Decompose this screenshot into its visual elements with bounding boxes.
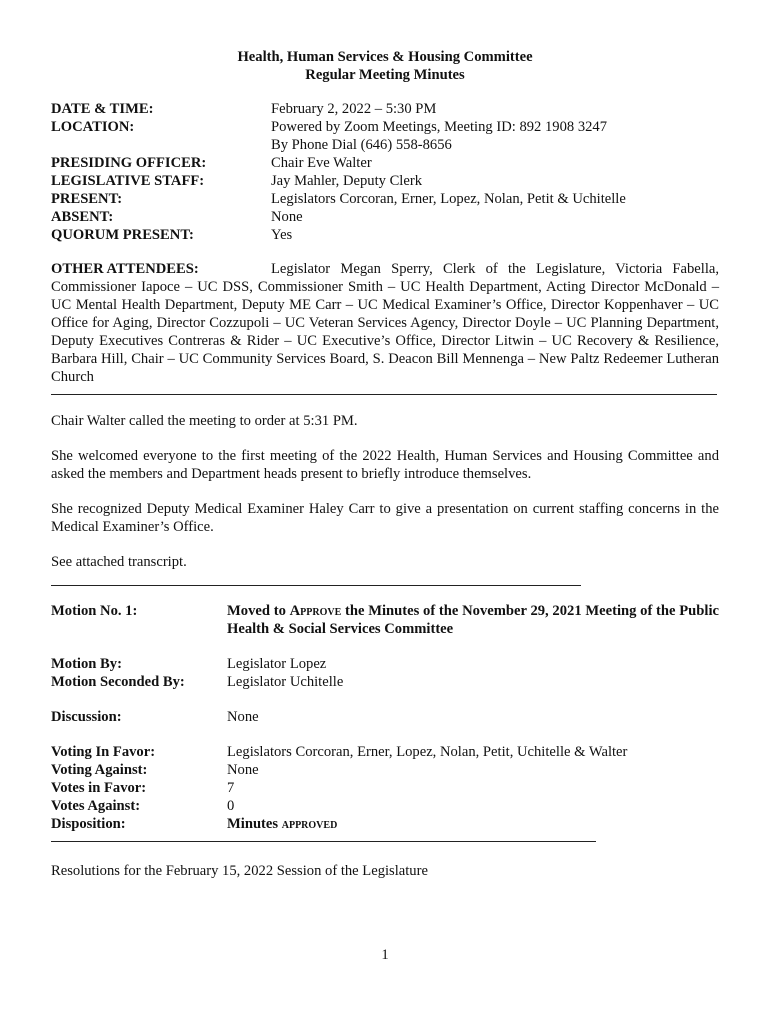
present-value: Legislators Corcoran, Erner, Lopez, Nolan, Petit & Uchitelle <box>271 191 626 207</box>
votes-favor-label: Votes in Favor: <box>51 780 147 796</box>
attendees-list: Legislator Megan Sperry, Clerk of the Legislature, Victoria Fabella, Commissioner Iapoce – UC DSS, Commissioner Smith – UC Health Department, Acting Director McDonald – UC Mental Health Department, Deputy ME Carr – UC Medical Examiner’s Office, Director Koppenhaver – UC Office for Aging, Director Cozzupoli – UC Veteran Services Agency, Director Doyle – UC Planning Department, Deputy Executives Contreras & Rider – UC Executive’s Office, Director Litwin – UC Recovery & Resilience, Barbara Hill, Chair – UC Community Services Board, S. Deacon Bill Mennenga – New Paltz Redeemer Lutheran Church <box>51 261 719 385</box>
location-zoom: Powered by Zoom Meetings, Meeting ID: 892 1908 3247 <box>271 119 608 135</box>
date-value: February 2, 2022 – 5:30 PM <box>271 101 437 117</box>
presiding-label: PRESIDING OFFICER: <box>51 155 207 171</box>
section-divider <box>51 585 581 586</box>
discussion-row <box>51 708 719 726</box>
date-label: DATE & TIME: <box>51 101 154 117</box>
votes-against-value: 0 <box>227 798 235 814</box>
location-label: LOCATION: <box>51 119 135 135</box>
motion-text <box>227 602 719 638</box>
staff-row <box>51 172 719 190</box>
disposition-minutes: Minutes <box>227 816 282 832</box>
motion-by-row <box>51 655 719 673</box>
voting-against-row <box>51 761 719 779</box>
votes-against-row <box>51 797 719 815</box>
staff-label: LEGISLATIVE STAFF: <box>51 173 205 189</box>
motion-by-label: Motion By: <box>51 656 122 672</box>
call-to-order-paragraph: Chair Walter called the meeting to order at 5:31 PM. <box>51 413 358 429</box>
disposition-row <box>51 815 719 833</box>
section-divider <box>51 841 596 842</box>
votes-favor-row <box>51 779 719 797</box>
presiding-row <box>51 154 719 172</box>
voting-favor-value: Legislators Corcoran, Erner, Lopez, Nolan, Petit, Uchitelle & Walter <box>227 744 628 760</box>
voting-against-value: None <box>227 762 259 778</box>
voting-favor-row <box>51 743 719 761</box>
motion-seconded-value: Legislator Uchitelle <box>227 674 344 690</box>
staff-value: Jay Mahler, Deputy Clerk <box>271 173 422 189</box>
document-type-title: Regular Meeting Minutes <box>305 67 465 83</box>
motion-text-pre: Moved to <box>227 603 290 619</box>
section-divider <box>51 394 717 395</box>
disposition-value <box>227 815 719 833</box>
location-phone: By Phone Dial (646) 558-8656 <box>271 137 452 153</box>
motion-seconded-row <box>51 673 719 691</box>
present-label: PRESENT: <box>51 191 123 207</box>
location-value <box>271 118 719 154</box>
page-number: 1 <box>381 947 389 963</box>
welcome-paragraph: She welcomed everyone to the first meeting of the 2022 Health, Human Services and Housing Committee and asked the members and Department heads present to briefly introduce themselves. <box>51 448 719 482</box>
other-attendees <box>51 260 719 386</box>
motion-seconded-label: Motion Seconded By: <box>51 674 185 690</box>
disposition-approved: approved <box>281 816 338 832</box>
quorum-label: QUORUM PRESENT: <box>51 227 194 243</box>
quorum-row <box>51 226 719 244</box>
presentation-paragraph: She recognized Deputy Medical Examiner Haley Carr to give a presentation on current staffing concerns in the Medical Examiner’s Office. <box>51 501 719 535</box>
absent-label: ABSENT: <box>51 209 114 225</box>
transcript-note: See attached transcript. <box>51 554 187 570</box>
location-row <box>51 118 719 154</box>
resolutions-heading: Resolutions for the February 15, 2022 Session of the Legislature <box>51 863 428 879</box>
disposition-label: Disposition: <box>51 816 126 832</box>
motion-text-approve: Approve <box>289 603 342 619</box>
discussion-label: Discussion: <box>51 709 122 725</box>
present-row <box>51 190 719 208</box>
absent-row <box>51 208 719 226</box>
motion-number-label: Motion No. 1: <box>51 603 138 619</box>
absent-value: None <box>271 209 303 225</box>
motion-number-row <box>51 602 719 638</box>
meeting-info <box>51 100 719 244</box>
discussion-value: None <box>227 709 259 725</box>
minutes-page <box>51 48 719 880</box>
motion-block <box>51 602 719 833</box>
votes-favor-value: 7 <box>227 780 235 796</box>
presiding-value: Chair Eve Walter <box>271 155 372 171</box>
motion-text-post: the Minutes of the November 29, 2021 Meeting of the Public Health & Social Services Committee <box>227 603 719 637</box>
quorum-value: Yes <box>271 227 293 243</box>
date-row <box>51 100 719 118</box>
committee-title: Health, Human Services & Housing Committee <box>237 49 533 65</box>
votes-against-label: Votes Against: <box>51 798 141 814</box>
attendees-label: OTHER ATTENDEES: <box>51 261 199 277</box>
motion-by-value: Legislator Lopez <box>227 656 327 672</box>
voting-against-label: Voting Against: <box>51 762 148 778</box>
voting-favor-label: Voting In Favor: <box>51 744 156 760</box>
